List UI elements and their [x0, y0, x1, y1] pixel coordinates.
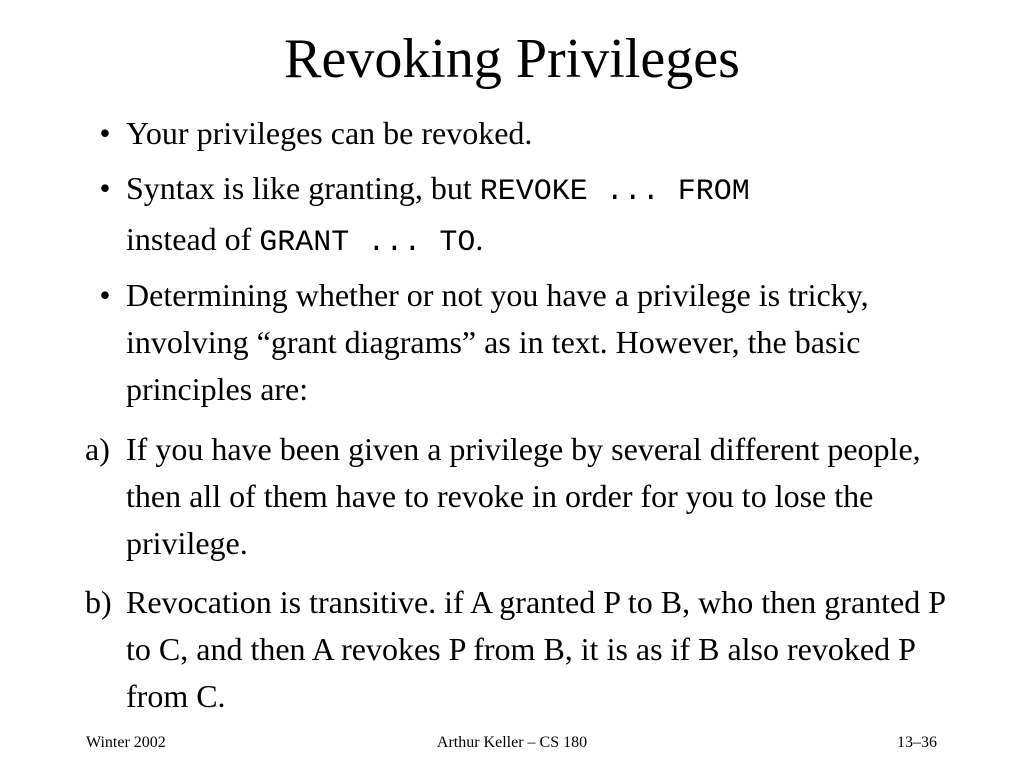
- bullet-text-part: instead of: [126, 221, 260, 257]
- code-snippet: GRANT ... TO: [259, 226, 476, 260]
- bullet-text: Determining whether or not you have a privilege is tricky, involving “grant diagrams” as in text. However, the basic principles are:: [126, 277, 869, 407]
- item-marker: b): [85, 584, 112, 620]
- lettered-item: [85, 426, 955, 567]
- slide-title: Revoking Privileges: [284, 28, 740, 90]
- item-text: Revocation is transitive. if A granted P to B, who then granted P to C, and then A revokes P from B, it is as if B also revoked P from C.: [126, 584, 945, 714]
- footer-date: Winter 2002: [86, 734, 166, 751]
- code-snippet: REVOKE ... FROM: [479, 175, 750, 209]
- bullet-marker: •: [99, 277, 111, 313]
- bullet-text-part: .: [475, 221, 484, 257]
- footer-author: Arthur Keller – CS 180: [436, 734, 588, 751]
- footer-page-number: 13–36: [897, 734, 937, 751]
- bullet-marker: •: [99, 115, 111, 151]
- item-marker: a): [85, 431, 110, 467]
- bullet-item: [85, 110, 955, 157]
- bullet-marker: •: [99, 170, 111, 206]
- bullet-text: [126, 165, 955, 267]
- bullet-item: [85, 165, 955, 267]
- bullet-item: [85, 272, 955, 413]
- bullet-text: Your privileges can be revoked.: [126, 115, 533, 151]
- lettered-item: [85, 579, 955, 720]
- bullet-text-part: Syntax is like granting, but: [126, 170, 480, 206]
- item-text: If you have been given a privilege by several different people, then all of them have to revoke in order for you to lose the privilege.: [126, 431, 921, 561]
